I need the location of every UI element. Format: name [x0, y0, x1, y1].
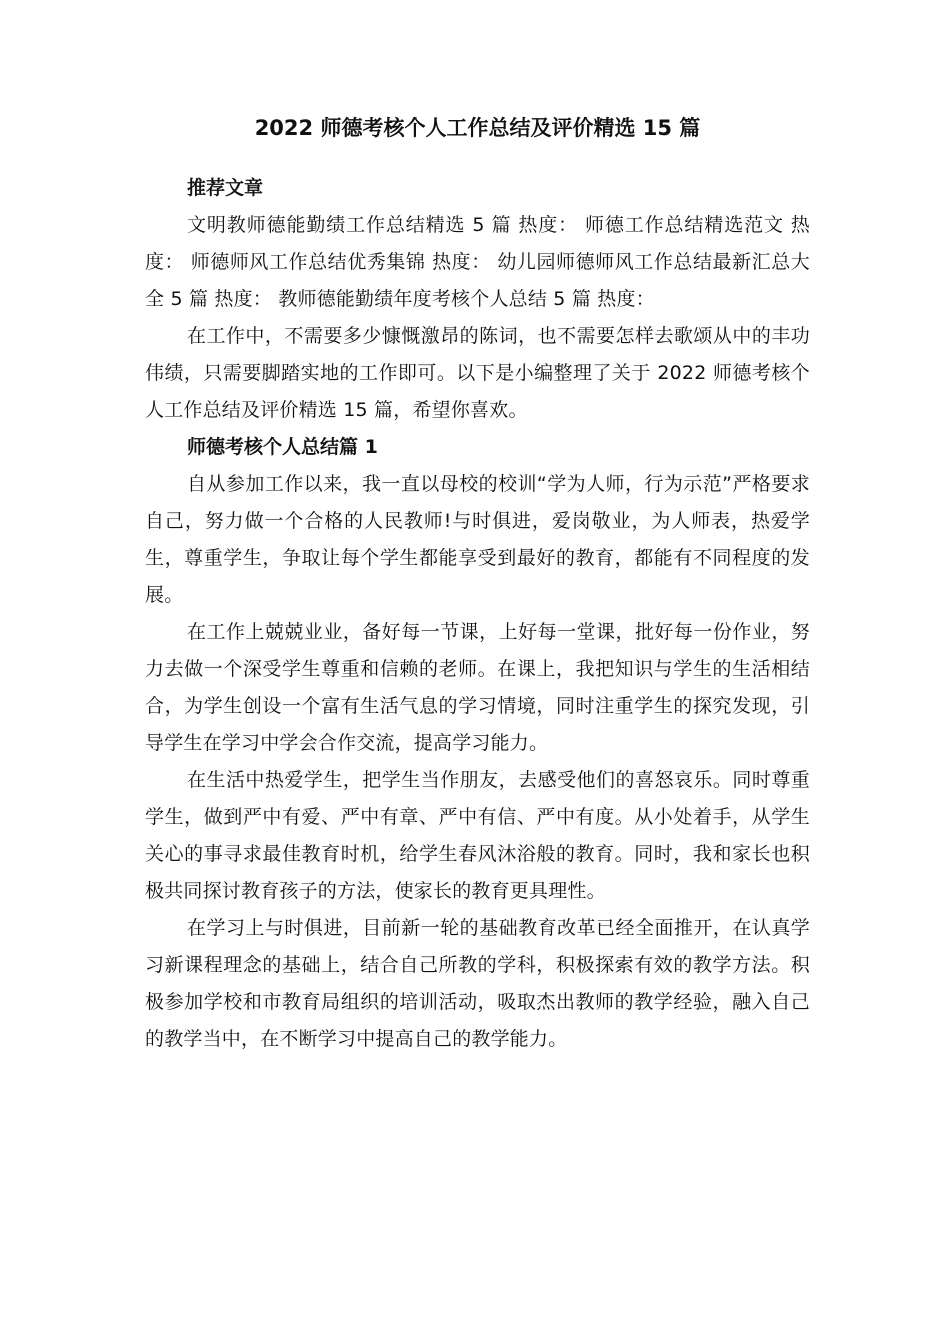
- recommended-articles: 文明教师德能勤绩工作总结精选 5 篇 热度： 师德工作总结精选范文 热度： 师德师风工作总结优秀集锦 热度： 幼儿园师德师风工作总结最新汇总大全 5 篇 热度： 教师德能勤绩年度考核个人总结 5 篇 热度：: [145, 214, 810, 310]
- body-paragraph-2: 在工作上兢兢业业，备好每一节课，上好每一堂课，批好每一份作业，努力去做一个深受学生尊重和信赖的老师。在课上，我把知识与学生的生活相结合，为学生创设一个富有生活气息的学习情境，同时注重学生的探究发现，引导学生在学习中学会合作交流，提高学习能力。: [145, 621, 810, 754]
- intro-paragraph: 在工作中，不需要多少慷慨激昂的陈词，也不需要怎样去歌颂从中的丰功伟绩，只需要脚踏实地的工作即可。以下是小编整理了关于 2022 师德考核个人工作总结及评价精选 15 篇，希望你喜欢。: [145, 325, 810, 421]
- recommended-heading: 推荐文章: [187, 177, 264, 199]
- body-paragraph-4: 在学习上与时俱进，目前新一轮的基础教育改革已经全面推开，在认真学习新课程理念的基础上，结合自己所教的学科，积极探索有效的教学方法。积极参加学校和市教育局组织的培训活动，吸取杰出教师的教学经验，融入自己的教学当中，在不断学习中提高自己的教学能力。: [145, 917, 810, 1050]
- body-paragraph-1: 自从参加工作以来，我一直以母校的校训“学为人师，行为示范”严格要求自己，努力做一个合格的人民教师!与时俱进，爱岗敬业，为人师表，热爱学生，尊重学生，争取让每个学生都能享受到最好的教育，都能有不同程度的发展。: [145, 473, 810, 606]
- document-page: [145, 108, 810, 1058]
- section-heading: 师德考核个人总结篇 1: [187, 436, 378, 458]
- body-paragraph-3: 在生活中热爱学生，把学生当作朋友，去感受他们的喜怒哀乐。同时尊重学生，做到严中有爱、严中有章、严中有信、严中有度。从小处着手，从学生关心的事寻求最佳教育时机，给学生春风沐浴般的教育。同时，我和家长也积极共同探讨教育孩子的方法，使家长的教育更具理性。: [145, 769, 810, 902]
- document-title: 2022 师德考核个人工作总结及评价精选 15 篇: [254, 116, 701, 140]
